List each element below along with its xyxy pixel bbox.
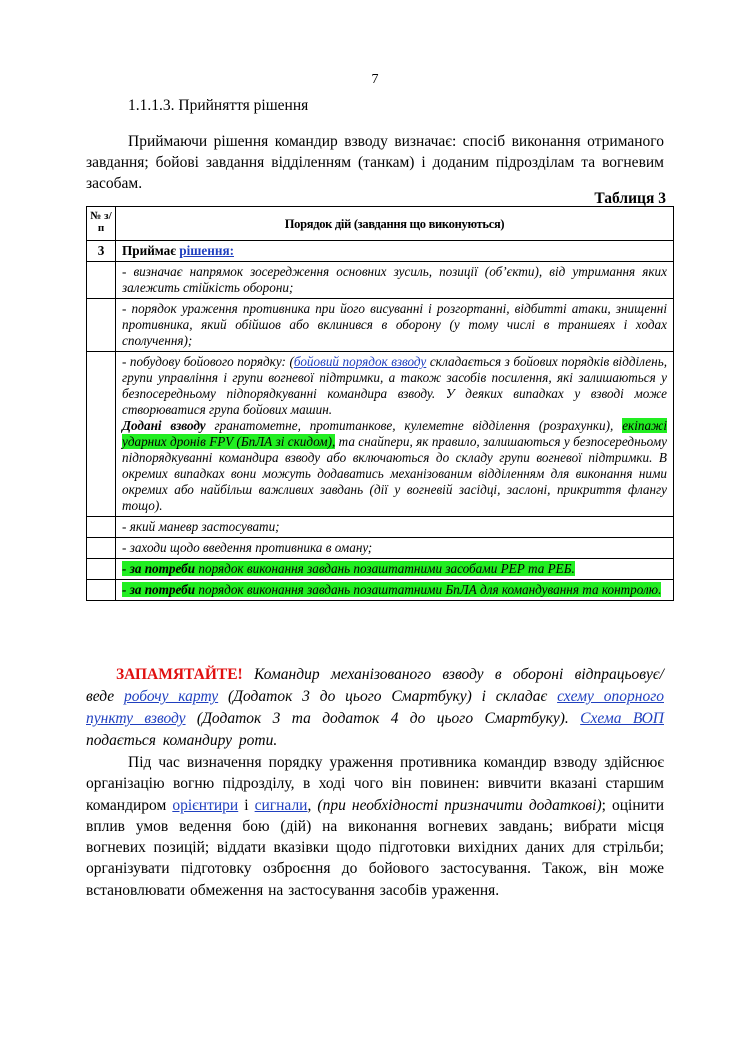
fpv-highlight: екіпажі ударних дронів FPV (БпЛА зі скидом),: [122, 418, 667, 449]
page-number: 7: [371, 72, 379, 87]
vop-scheme-link[interactable]: Схема ВОП: [580, 710, 664, 727]
item-deception: - заходи щодо введення противника в оману;: [116, 538, 674, 559]
table-row: [87, 299, 674, 352]
fire-organization-paragraph: Під час визначення порядку ураження противника командир взводу здійснює організацію вогню підрозділу, в ході чого він повинен: вивчити вказані старшим командиром орієнтири і сигнали, (при необхідності призначити додаткові); оцінити вплив умов ведення бою (дій) на виконання вогневих завдань; вибрати місця вогневих позицій; віддати вказівки щодо підготовки вихідних даних для стрільби; організувати підготовку озброєння до бойового застосування. Також, він може встановлювати обмеження на застосування засобів ураження.: [86, 754, 664, 899]
table-row: [87, 352, 674, 517]
table-row: [87, 517, 674, 538]
item-battle-order: - побудову бойового порядку: (бойовий порядок взводу складається з бойових порядків відділень, групи управління і групи вогневої підтримки, а також засобів посилення, які залишаються у безпосередньому підпорядкуванні командира взводу. У деяких випадках у взводі може створюватися група бойових машин. Додані взводу гранатометне, протитанкове, кулеметне відділення (розрахунки), екіпажі ударних дронів FPV (БпЛА зі скидом), та снайпери, як правило, залишаються у безпосередньому підпорядкуванні командира взводу або включаються до складу групи вогневої підтримки. В окремих випадках вони можуть додаватись механізованим відділенням для виконання ними окремих або найбільш важливих завдань (дії у вогневій засідці, заслоні, прикриття флангу тощо).: [116, 352, 674, 517]
work-map-link[interactable]: робочу карту: [123, 688, 219, 705]
table-row: [87, 538, 674, 559]
item-engagement-order: - порядок ураження противника при його висуванні і розгортанні, відбитті атаки, знищенні противника, який обійшов або вклинився в оборону (у тому числі в траншеях і ходах сполучення);: [116, 299, 674, 352]
table-row: [87, 262, 674, 299]
table-caption: Таблиця 3: [594, 190, 666, 207]
intro-paragraph: Приймаючи рішення командир взводу визначає: спосіб виконання отриманого завдання; бойові завдання відділенням (танкам) і доданим підрозділам та вогневим засобам.: [86, 133, 664, 192]
row-number: 3: [87, 241, 116, 262]
table-header-row: [87, 207, 674, 241]
row-title: [116, 241, 674, 262]
item-uav: - за потреби порядок виконання завдань позаштатними БпЛА для командування та контролю.: [116, 580, 674, 601]
remember-label: ЗАПАМЯТАЙТЕ!: [116, 666, 243, 683]
attached-units-label: Додані взводу: [122, 418, 206, 433]
item-ew: - за потреби порядок виконання завдань позаштатними засобами РЕР та РЕБ.: [116, 559, 674, 580]
signals-link[interactable]: сигнали: [254, 796, 308, 814]
row-title-prefix: Приймає: [122, 243, 180, 258]
landmarks-link[interactable]: орієнтири: [172, 796, 239, 814]
stronghold-scheme-link[interactable]: схему опорного пункту взводу: [86, 688, 664, 727]
battle-order-link[interactable]: бойовий порядок взводу: [293, 354, 427, 369]
header-number: № з/п: [87, 207, 116, 241]
item-main-efforts: - визначає напрямок зосередження основних зусиль, позиції (об’єкти), від утримання яких залежить стійкість оборони;: [116, 262, 674, 299]
decision-link[interactable]: рішення:: [179, 243, 234, 258]
remember-paragraph: ЗАПАМЯТАЙТЕ! Командир механізованого взводу в обороні відпрацьовує/веде робочу карту (Додаток 3 до цього Смартбуку) і складає схему опорного пункту взводу (Додаток 3 та додаток 4 до цього Смартбуку). Схема ВОП подається командиру роти.: [86, 666, 664, 749]
table-row: [87, 559, 674, 580]
table-row: [87, 241, 674, 262]
section-heading: 1.1.1.3. Прийняття рішення: [128, 97, 309, 114]
header-title: Порядок дій (завдання що виконуються): [116, 207, 674, 241]
table-row: [87, 580, 674, 601]
actions-table: [86, 206, 674, 601]
item-maneuver: - який маневр застосувати;: [116, 517, 674, 538]
